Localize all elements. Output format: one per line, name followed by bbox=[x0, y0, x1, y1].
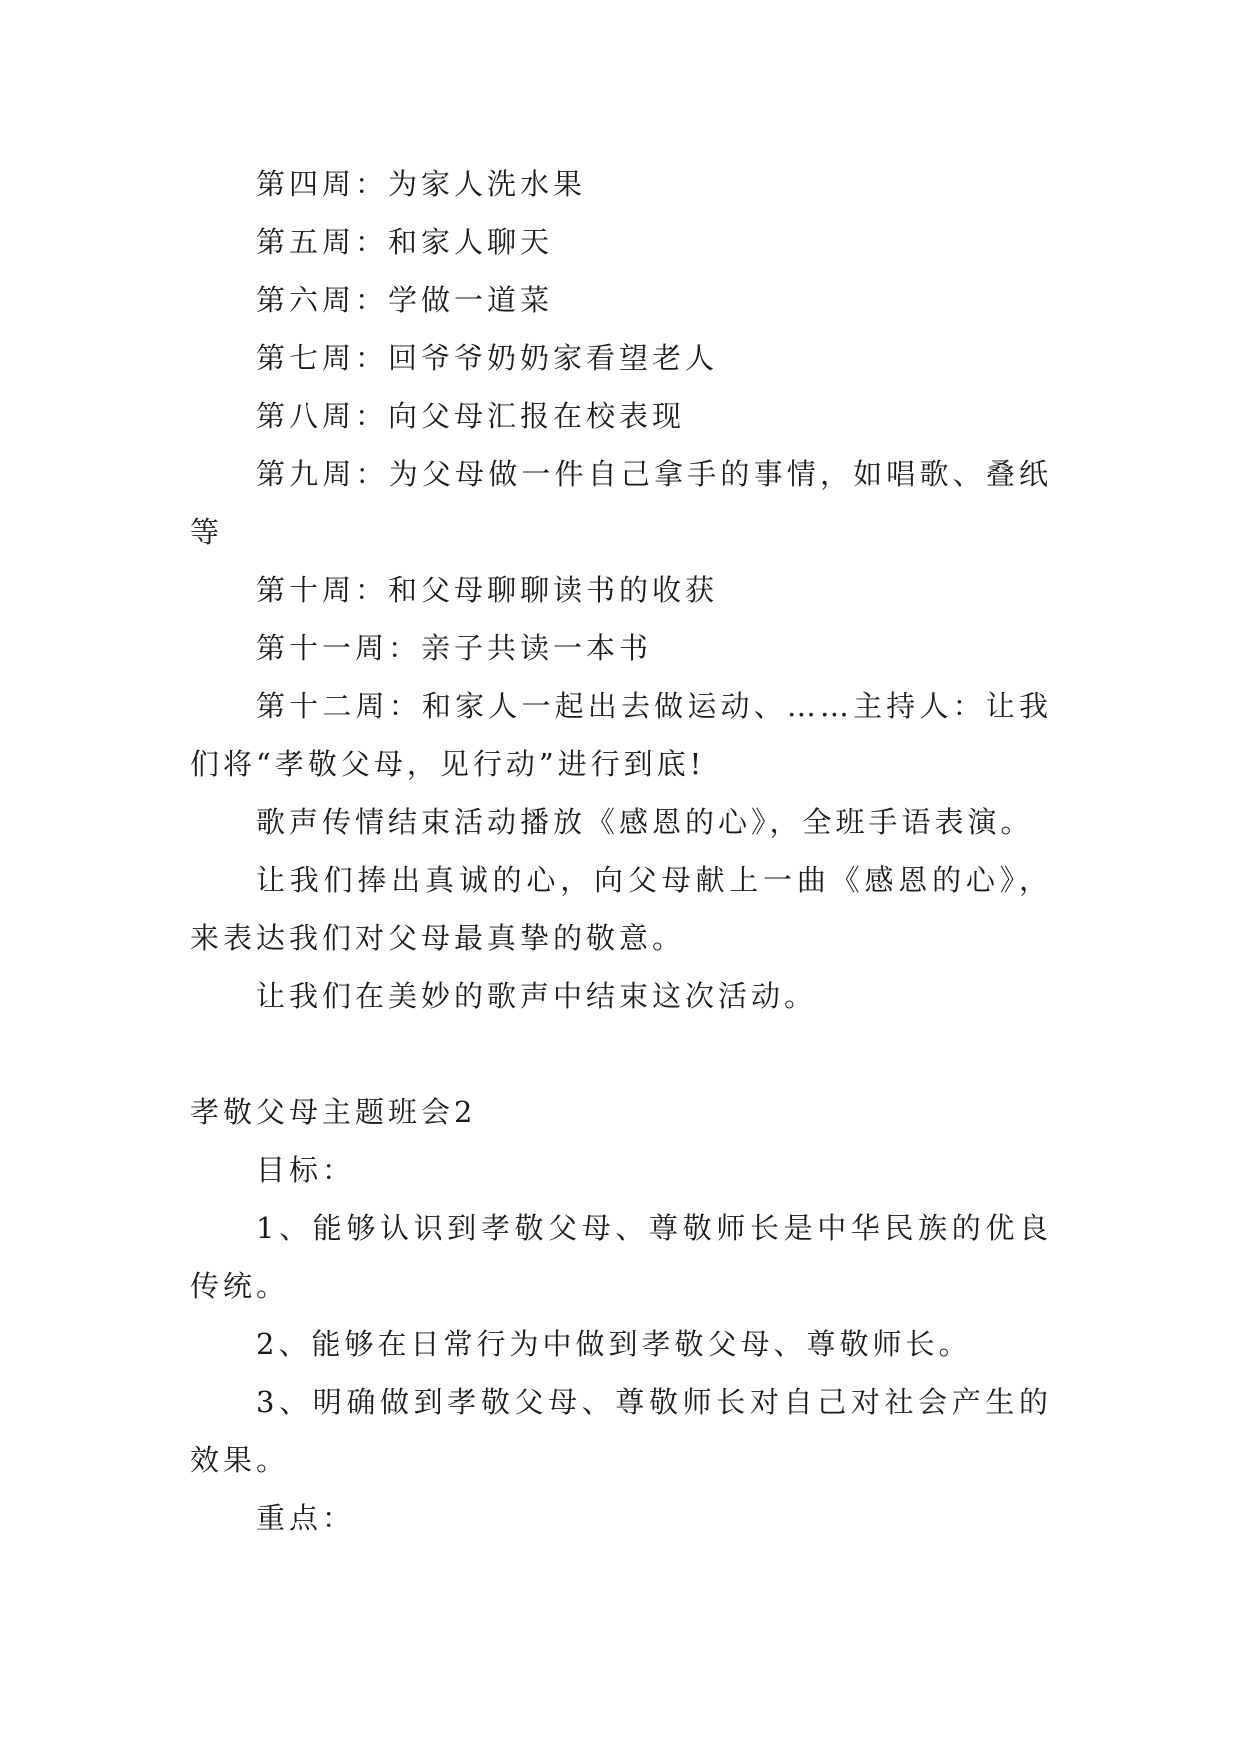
document-body bbox=[190, 155, 1052, 1547]
paragraph-goal-1: 1、能够认识到孝敬父母、尊敬师长是中华民族的优良传统。 bbox=[190, 1211, 1052, 1303]
paragraph-week-7: 第七周：回爷爷奶奶家看望老人 bbox=[256, 341, 719, 375]
paragraph-goals-label: 目标： bbox=[256, 1153, 356, 1187]
paragraph-goal-2: 2、能够在日常行为中做到孝敬父母、尊敬师长。 bbox=[256, 1327, 972, 1361]
paragraph-grateful-heart: 让我们捧出真诚的心，向父母献上一曲《感恩的心》，来表达我们对父母最真挚的敬意。 bbox=[190, 863, 1052, 955]
paragraph-week-8: 第八周：向父母汇报在校表现 bbox=[256, 399, 686, 433]
paragraph-week-12: 第十二周：和家人一起出去做运动、……主持人：让我们将“孝敬父母，见行动”进行到底! bbox=[190, 689, 1052, 781]
paragraph-week-5: 第五周：和家人聊天 bbox=[256, 225, 554, 259]
paragraph-week-9: 第九周：为父母做一件自己拿手的事情，如唱歌、叠纸等 bbox=[190, 457, 1052, 549]
paragraph-week-6: 第六周：学做一道菜 bbox=[256, 283, 554, 317]
paragraph-week-10: 第十周：和父母聊聊读书的收获 bbox=[256, 573, 719, 607]
paragraph-closing: 让我们在美妙的歌声中结束这次活动。 bbox=[256, 979, 818, 1013]
paragraph-goal-3: 3、明确做到孝敬父母、尊敬师长对自己对社会产生的效果。 bbox=[190, 1385, 1052, 1477]
paragraph-key-points-label: 重点： bbox=[256, 1501, 356, 1535]
paragraph-week-11: 第十一周：亲子共读一本书 bbox=[256, 631, 653, 665]
paragraph-week-4: 第四周：为家人洗水果 bbox=[256, 167, 587, 201]
paragraph-song: 歌声传情结束活动播放《感恩的心》，全班手语表演。 bbox=[256, 805, 1034, 839]
section-title: 孝敬父母主题班会2 bbox=[190, 1095, 477, 1129]
